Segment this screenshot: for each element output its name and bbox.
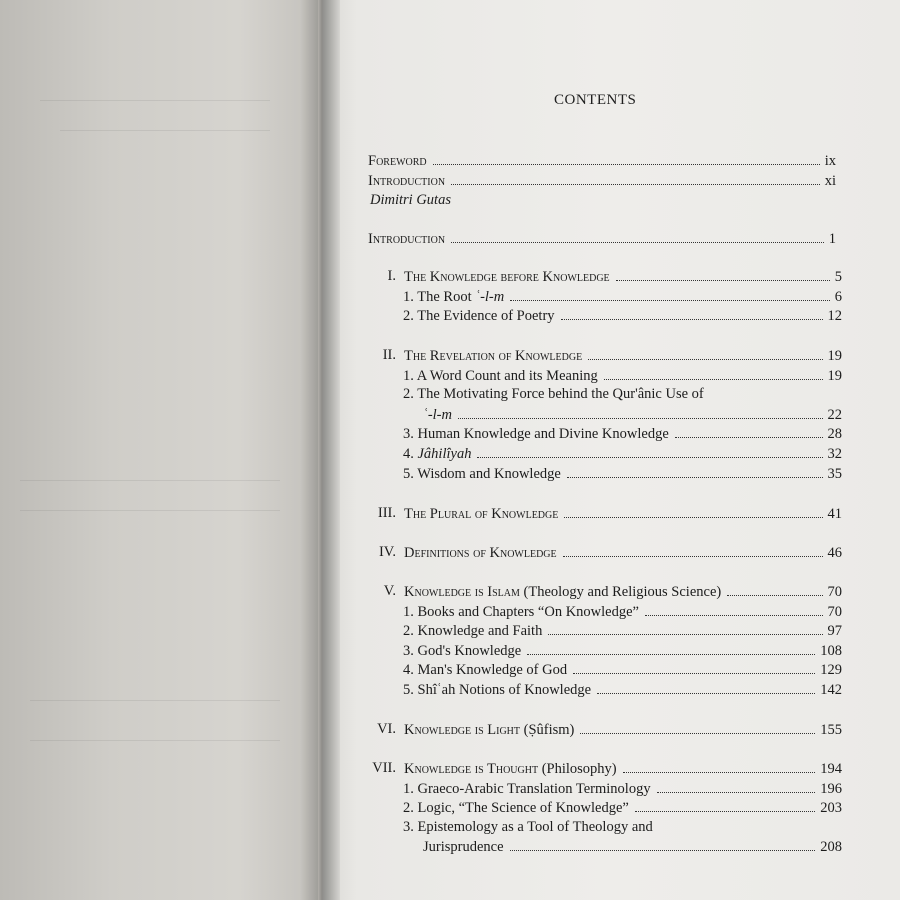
chapter-title-text: Knowledge is Islam (404, 584, 520, 600)
chapter-numeral: V. (383, 583, 396, 599)
dot-leader (563, 556, 823, 557)
toc-page-number: 97 (827, 623, 842, 640)
section-entry (423, 404, 842, 424)
toc-page-number: 32 (827, 446, 842, 462)
book-gutter (300, 0, 340, 900)
toc-entry-label: 5. Wisdom and Knowledge (403, 465, 561, 482)
toc-page-number: 46 (827, 545, 842, 561)
chapter-title (404, 584, 721, 601)
dot-leader (604, 379, 823, 380)
toc-entry-label: 2. Knowledge and Faith (403, 623, 543, 640)
bleed-through-line (20, 510, 280, 511)
dot-leader (657, 792, 816, 793)
toc-entry-label: 1. The Root ʿ-l-m (403, 288, 505, 305)
toc-entry-label: 1. Graeco-Arabic Translation Terminology (403, 780, 651, 797)
dot-leader (548, 634, 822, 635)
left-page (0, 0, 318, 900)
chapter-subtitle: (Theology and Religious Science) (519, 584, 722, 600)
section-entry (403, 620, 842, 640)
section-entry (403, 659, 842, 679)
toc-page-number: 28 (827, 426, 842, 443)
chapter-numeral: IV. (378, 544, 396, 560)
chapter-numeral: III. (377, 505, 396, 521)
toc-page-number: 12 (827, 308, 842, 325)
toc-entry-label: 4. Jâhilîyah (403, 446, 472, 462)
chapter-numeral: VI. (377, 721, 396, 737)
chapter-title-text: Knowledge is Light (404, 722, 521, 738)
dot-leader (645, 615, 823, 616)
chapter-title (404, 269, 610, 286)
toc-page-number: 70 (827, 584, 842, 600)
toc-entry-label: 1. A Word Count and its Meaning (403, 367, 598, 384)
chapter-numeral: VII. (372, 760, 396, 776)
toc-entry-label: Introduction (368, 231, 446, 247)
section-entry (403, 463, 842, 483)
section-entry (423, 836, 842, 856)
dot-leader (573, 673, 815, 674)
dot-leader (588, 359, 822, 360)
chapter-title-text: Definitions of Knowledge (404, 545, 557, 561)
section-label: 2. The Motivating Force behind the Qur'ânic Use of (403, 386, 704, 403)
toc-page-number: 203 (820, 800, 842, 817)
chapter-entry (404, 581, 842, 601)
bleed-through-line (30, 740, 280, 741)
toc-page-number: 196 (820, 780, 842, 797)
toc-page-number: 142 (820, 682, 842, 698)
section-entry (403, 797, 842, 817)
toc-entry-label: 2. The Evidence of Poetry (403, 308, 555, 325)
chapter-subtitle: (Ṣûfism) (520, 722, 575, 738)
chapter-numeral: I. (387, 268, 396, 284)
dot-leader (527, 654, 815, 655)
bleed-through-line (40, 100, 270, 101)
dot-leader (675, 437, 823, 438)
toc-page-number: 108 (820, 642, 842, 659)
toc-page-number: 22 (827, 406, 842, 423)
section-entry (403, 778, 842, 798)
toc-page-number: 129 (820, 662, 842, 679)
chapter-title-text: The Revelation of Knowledge (404, 348, 583, 364)
dot-leader (564, 517, 822, 518)
toc-entry-introduction (368, 228, 836, 248)
section-entry (403, 640, 842, 660)
toc-page-number: 208 (820, 839, 842, 856)
dot-leader (727, 595, 822, 596)
chapter-title-text: Knowledge is Thought (404, 761, 539, 777)
toc-entry-label: ʿ-l-m (423, 406, 452, 423)
dot-leader (597, 693, 815, 694)
dot-leader (616, 280, 830, 281)
toc-page-number: 70 (827, 603, 842, 620)
chapter-title (404, 506, 558, 523)
chapter-entry (404, 758, 842, 778)
page-title: CONTENTS (554, 92, 637, 108)
dot-leader (561, 319, 823, 320)
section-entry (403, 365, 842, 385)
dot-leader (433, 164, 820, 165)
dot-leader (451, 242, 824, 243)
toc-entry-label: 2. Logic, “The Science of Knowledge” (403, 800, 629, 817)
section-label: 3. Epistemology as a Tool of Theology and (403, 818, 653, 835)
toc-page-number: 19 (827, 367, 842, 384)
toc-page-number: 41 (827, 506, 842, 522)
chapter-entry (404, 345, 842, 365)
chapter-title (404, 545, 557, 562)
intro-author: Dimitri Gutas (370, 192, 451, 208)
toc-page-number: 6 (834, 288, 842, 305)
section-entry (403, 679, 842, 699)
dot-leader (458, 418, 823, 419)
chapter-title (404, 348, 582, 365)
dot-leader (451, 184, 820, 185)
section-entry (403, 601, 842, 621)
section-entry (403, 305, 842, 325)
chapter-title-text: The Plural of Knowledge (404, 506, 559, 522)
toc-entry-foreword (368, 150, 836, 170)
bleed-through-line (60, 130, 270, 131)
toc-page-number: 1 (828, 231, 836, 247)
toc-page-number: 19 (827, 348, 842, 364)
chapter-numeral: II. (382, 347, 396, 363)
chapter-title (404, 722, 574, 739)
toc-entry-label: 3. God's Knowledge (403, 642, 522, 659)
section-entry (403, 286, 842, 306)
toc-page-number: 35 (827, 465, 842, 482)
toc-page-number: 194 (820, 761, 842, 777)
chapter-subtitle: (Philosophy) (538, 761, 617, 777)
section-entry (403, 423, 842, 443)
dot-leader (510, 300, 830, 301)
dot-leader (635, 811, 815, 812)
dot-leader (623, 772, 816, 773)
toc-entry-label: 5. Shîʿah Notions of Knowledge (403, 682, 592, 698)
toc-entry-label: 3. Human Knowledge and Divine Knowledge (403, 426, 669, 443)
section-entry (403, 443, 842, 463)
toc-entry-label: 1. Books and Chapters “On Knowledge” (403, 603, 639, 620)
chapter-entry (404, 542, 842, 562)
chapter-entry (404, 503, 842, 523)
chapter-entry (404, 266, 842, 286)
toc-entry-introduction-front (368, 170, 836, 190)
dot-leader (477, 457, 822, 458)
chapter-entry (404, 719, 842, 739)
toc-page-number: ix (824, 153, 836, 169)
chapter-title-text: The Knowledge before Knowledge (404, 269, 610, 285)
bleed-through-line (30, 700, 280, 701)
toc-page-number: xi (824, 173, 836, 189)
dot-leader (580, 733, 815, 734)
dot-leader (510, 850, 816, 851)
toc-page-number: 5 (834, 269, 842, 285)
toc-entry-label: Introduction (368, 173, 446, 189)
dot-leader (567, 477, 823, 478)
toc-entry-label: Foreword (368, 153, 427, 169)
toc-entry-label: 4. Man's Knowledge of God (403, 662, 568, 679)
bleed-through-line (20, 480, 280, 481)
toc-entry-label: Jurisprudence (423, 839, 504, 856)
chapter-title (404, 761, 617, 778)
toc-page-number: 155 (820, 722, 842, 738)
